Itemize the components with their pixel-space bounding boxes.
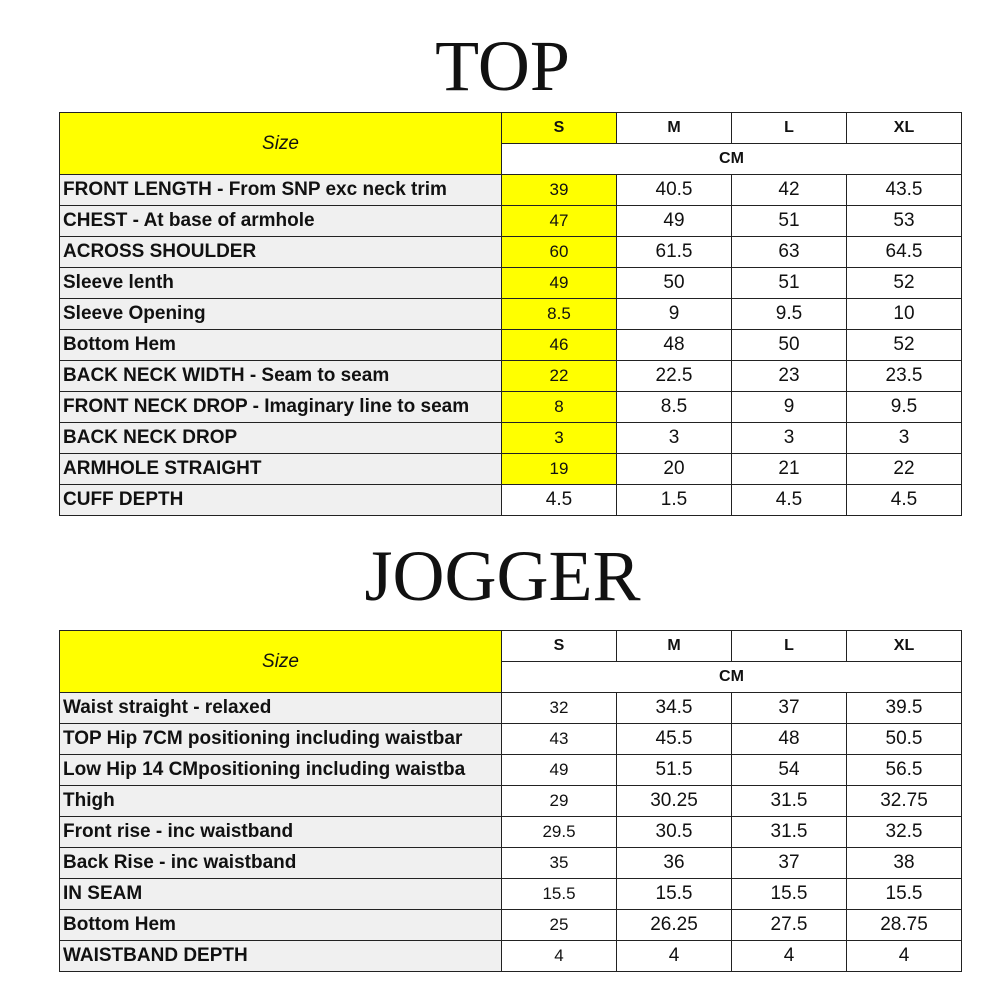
measurement-value-xl: 9.5 — [847, 392, 962, 423]
table-row — [60, 693, 962, 724]
measurement-value-m: 22.5 — [617, 361, 732, 392]
measurement-value-m: 34.5 — [617, 693, 732, 724]
table-row — [60, 268, 962, 299]
table-row — [60, 786, 962, 817]
measurement-label: BACK NECK WIDTH - Seam to seam — [60, 361, 502, 392]
table-row — [60, 485, 962, 516]
measurement-value-l: 31.5 — [732, 817, 847, 848]
measurement-value-s: 4.5 — [502, 485, 617, 516]
measurement-value-l: 51 — [732, 206, 847, 237]
top-heading: TOP — [435, 26, 570, 106]
measurement-label: Back Rise - inc waistband — [60, 848, 502, 879]
measurement-value-xl: 56.5 — [847, 755, 962, 786]
measurement-value-l: 3 — [732, 423, 847, 454]
measurement-value-l: 9 — [732, 392, 847, 423]
measurement-value-l: 37 — [732, 848, 847, 879]
table-row — [60, 454, 962, 485]
measurement-value-m: 61.5 — [617, 237, 732, 268]
top-size-header-xl: XL — [847, 113, 962, 144]
measurement-value-xl: 23.5 — [847, 361, 962, 392]
measurement-value-s: 4 — [502, 941, 617, 972]
measurement-label: ACROSS SHOULDER — [60, 237, 502, 268]
table-row — [60, 941, 962, 972]
table-row — [60, 237, 962, 268]
measurement-value-xl: 4.5 — [847, 485, 962, 516]
measurement-value-s: 29.5 — [502, 817, 617, 848]
measurement-value-l: 54 — [732, 755, 847, 786]
table-row — [60, 817, 962, 848]
table-row — [60, 361, 962, 392]
measurement-label: TOP Hip 7CM positioning including waistbar — [60, 724, 502, 755]
top-size-header-s: S — [502, 113, 617, 144]
jogger-heading: JOGGER — [364, 536, 641, 616]
measurement-value-m: 20 — [617, 454, 732, 485]
measurement-label: Front rise - inc waistband — [60, 817, 502, 848]
measurement-value-xl: 28.75 — [847, 910, 962, 941]
measurement-label: FRONT NECK DROP - Imaginary line to seam — [60, 392, 502, 423]
measurement-value-xl: 32.75 — [847, 786, 962, 817]
top-size-header-l: L — [732, 113, 847, 144]
measurement-value-m: 36 — [617, 848, 732, 879]
top-unit-label: CM — [502, 144, 962, 175]
measurement-value-s: 8 — [502, 392, 617, 423]
table-row — [60, 879, 962, 910]
measurement-value-xl: 52 — [847, 330, 962, 361]
measurement-value-xl: 10 — [847, 299, 962, 330]
measurement-value-l: 42 — [732, 175, 847, 206]
measurement-label: Bottom Hem — [60, 910, 502, 941]
measurement-value-s: 39 — [502, 175, 617, 206]
measurement-value-s: 3 — [502, 423, 617, 454]
measurement-value-m: 9 — [617, 299, 732, 330]
measurement-label: CUFF DEPTH — [60, 485, 502, 516]
measurement-value-m: 26.25 — [617, 910, 732, 941]
measurement-value-xl: 22 — [847, 454, 962, 485]
measurement-value-xl: 4 — [847, 941, 962, 972]
measurement-value-xl: 32.5 — [847, 817, 962, 848]
measurement-value-xl: 38 — [847, 848, 962, 879]
measurement-value-s: 49 — [502, 268, 617, 299]
measurement-value-m: 50 — [617, 268, 732, 299]
jogger-unit-label: CM — [502, 662, 962, 693]
measurement-label: FRONT LENGTH - From SNP exc neck trim — [60, 175, 502, 206]
measurement-value-xl: 39.5 — [847, 693, 962, 724]
measurement-value-s: 29 — [502, 786, 617, 817]
top-size-label: Size — [60, 113, 502, 175]
measurement-value-m: 30.5 — [617, 817, 732, 848]
measurement-value-xl: 43.5 — [847, 175, 962, 206]
top-size-header-m: M — [617, 113, 732, 144]
table-row — [60, 206, 962, 237]
measurement-value-m: 40.5 — [617, 175, 732, 206]
measurement-value-l: 31.5 — [732, 786, 847, 817]
measurement-value-l: 4.5 — [732, 485, 847, 516]
measurement-value-l: 21 — [732, 454, 847, 485]
measurement-value-xl: 53 — [847, 206, 962, 237]
measurement-label: ARMHOLE STRAIGHT — [60, 454, 502, 485]
measurement-value-s: 46 — [502, 330, 617, 361]
measurement-value-s: 35 — [502, 848, 617, 879]
top-size-table — [59, 112, 962, 516]
measurement-label: Waist straight - relaxed — [60, 693, 502, 724]
measurement-value-l: 15.5 — [732, 879, 847, 910]
table-row — [60, 392, 962, 423]
measurement-value-s: 32 — [502, 693, 617, 724]
table-row — [60, 755, 962, 786]
jogger-size-header-l: L — [732, 631, 847, 662]
measurement-value-xl: 3 — [847, 423, 962, 454]
measurement-value-m: 4 — [617, 941, 732, 972]
table-row — [60, 910, 962, 941]
table-row — [60, 299, 962, 330]
measurement-value-l: 51 — [732, 268, 847, 299]
measurement-value-xl: 15.5 — [847, 879, 962, 910]
measurement-value-s: 15.5 — [502, 879, 617, 910]
measurement-value-xl: 50.5 — [847, 724, 962, 755]
measurement-value-l: 4 — [732, 941, 847, 972]
measurement-label: WAISTBAND DEPTH — [60, 941, 502, 972]
measurement-value-m: 45.5 — [617, 724, 732, 755]
measurement-label: IN SEAM — [60, 879, 502, 910]
jogger-size-label: Size — [60, 631, 502, 693]
measurement-value-m: 3 — [617, 423, 732, 454]
jogger-header-row — [60, 631, 962, 662]
jogger-size-table — [59, 630, 962, 972]
measurement-value-s: 49 — [502, 755, 617, 786]
measurement-value-l: 37 — [732, 693, 847, 724]
measurement-value-m: 8.5 — [617, 392, 732, 423]
jogger-size-header-m: M — [617, 631, 732, 662]
measurement-value-l: 50 — [732, 330, 847, 361]
table-row — [60, 175, 962, 206]
measurement-value-m: 30.25 — [617, 786, 732, 817]
measurement-value-l: 23 — [732, 361, 847, 392]
measurement-value-s: 47 — [502, 206, 617, 237]
measurement-value-s: 19 — [502, 454, 617, 485]
measurement-label: CHEST - At base of armhole — [60, 206, 502, 237]
measurement-label: Sleeve Opening — [60, 299, 502, 330]
measurement-value-xl: 64.5 — [847, 237, 962, 268]
table-row — [60, 724, 962, 755]
measurement-value-l: 27.5 — [732, 910, 847, 941]
measurement-value-m: 49 — [617, 206, 732, 237]
measurement-value-s: 8.5 — [502, 299, 617, 330]
measurement-label: Bottom Hem — [60, 330, 502, 361]
measurement-value-s: 22 — [502, 361, 617, 392]
jogger-size-header-s: S — [502, 631, 617, 662]
measurement-label: Thigh — [60, 786, 502, 817]
measurement-value-s: 60 — [502, 237, 617, 268]
table-row — [60, 848, 962, 879]
measurement-value-l: 48 — [732, 724, 847, 755]
table-row — [60, 330, 962, 361]
measurement-value-xl: 52 — [847, 268, 962, 299]
top-header-row — [60, 113, 962, 144]
measurement-value-s: 43 — [502, 724, 617, 755]
measurement-label: Low Hip 14 CMpositioning including waistba — [60, 755, 502, 786]
measurement-value-m: 51.5 — [617, 755, 732, 786]
table-row — [60, 423, 962, 454]
measurement-label: BACK NECK DROP — [60, 423, 502, 454]
measurement-value-m: 1.5 — [617, 485, 732, 516]
jogger-size-header-xl: XL — [847, 631, 962, 662]
measurement-value-m: 15.5 — [617, 879, 732, 910]
measurement-value-s: 25 — [502, 910, 617, 941]
measurement-value-m: 48 — [617, 330, 732, 361]
measurement-label: Sleeve lenth — [60, 268, 502, 299]
measurement-value-l: 63 — [732, 237, 847, 268]
measurement-value-l: 9.5 — [732, 299, 847, 330]
